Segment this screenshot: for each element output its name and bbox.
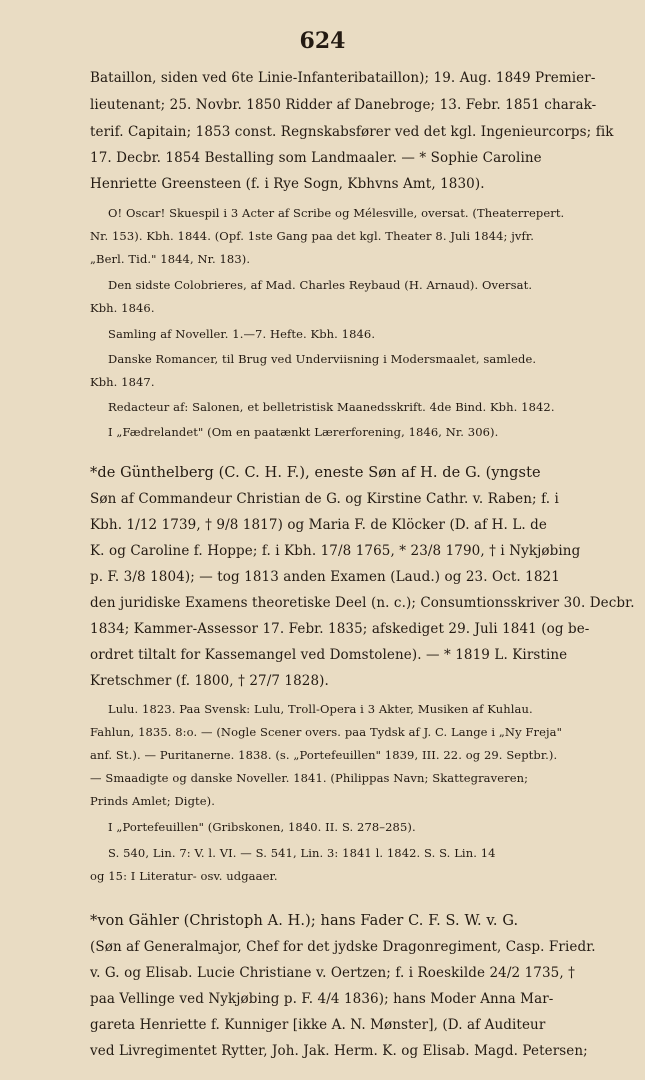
text-line: Henriette Greensteen (f. i Rye Sogn, Kbhvns Amt, 1830). — [90, 176, 485, 192]
text-line: ordret tiltalt for Kassemangel ved Domstolene). — * 1819 L. Kirstine — [90, 647, 568, 663]
text-line: Redacteur af: Salonen, et belletristisk Maanedsskrift. 4de Bind. Kbh. 1842. — [108, 400, 555, 414]
text-line: Nr. 153). Kbh. 1844. (Opf. 1ste Gang paa det kgl. Theater 8. Juli 1844; jvfr. — [90, 229, 534, 243]
text-line: Kbh. 1/12 1739, † 9/8 1817) og Maria F. de Klöcker (D. af H. L. de — [90, 517, 548, 533]
text-line: ved Livregimentet Rytter, Joh. Jak. Herm. K. og Elisab. Magd. Petersen; — [90, 1043, 588, 1059]
entry-heading: *de Günthelberg (C. C. H. F.), eneste Søn af H. de G. (yngste — [90, 465, 541, 481]
text-line: 17. Decbr. 1854 Bestalling som Landmaaler. — * Sophie Caroline — [90, 150, 542, 166]
entry-heading: *von Gähler (Christoph A. H.); hans Fader C. F. S. W. v. G. — [90, 913, 519, 929]
text-line: paa Vellinge ved Nykjøbing p. F. 4/4 1836); hans Moder Anna Mar- — [90, 991, 554, 1007]
text-line: „Berl. Tid." 1844, Nr. 183). — [90, 252, 251, 266]
text-line: terif. Capitain; 1853 const. Regnskabsfører ved det kgl. Ingenieurcorps; fik — [90, 124, 614, 140]
text-line: Prinds Amlet; Digte). — [90, 794, 216, 808]
text-line: Kretschmer (f. 1800, † 27/7 1828). — [90, 673, 329, 689]
text-line: (Søn af Generalmajor, Chef for det jydske Dragonregiment, Casp. Friedr. — [90, 939, 596, 955]
text-line: Samling af Noveller. 1.—7. Hefte. Kbh. 1846. — [108, 327, 376, 341]
text-line: Kbh. 1846. — [90, 301, 155, 315]
text-line: — Smaadigte og danske Noveller. 1841. (Philippas Navn; Skattegraveren; — [90, 771, 529, 785]
text-line: Fahlun, 1835. 8:o. — (Nogle Scener overs. paa Tydsk af J. C. Lange i „Ny Freja" — [90, 725, 563, 739]
page-number: 624 — [299, 28, 346, 54]
text-line: den juridiske Examens theoretiske Deel (n. c.); Consumtionsskriver 30. Decbr. — [90, 595, 635, 611]
text-line: Kbh. 1847. — [90, 375, 155, 389]
text-line: K. og Caroline f. Hoppe; f. i Kbh. 17/8 1765, * 23/8 1790, † i Nykjøbing — [90, 543, 581, 559]
text-line: Bataillon, siden ved 6te Linie-Infanteribataillon); 19. Aug. 1849 Premier- — [90, 70, 596, 86]
text-line: S. 540, Lin. 7: V. l. VI. — S. 541, Lin. 3: 1841 l. 1842. S. S. Lin. 14 — [108, 846, 496, 860]
text-line: O! Oscar! Skuespil i 3 Acter af Scribe og Mélesville, oversat. (Theaterrepert. — [108, 206, 565, 220]
text-line: I „Portefeuillen" (Gribskonen, 1840. II. S. 278–285). — [108, 820, 416, 834]
text-line: I „Fædrelandet" (Om en paatænkt Lærerforening, 1846, Nr. 306). — [108, 425, 499, 439]
text-line: anf. St.). — Puritanerne. 1838. (s. „Portefeuillen" 1839, III. 22. og 29. Septbr.). — [90, 748, 558, 762]
text-line: Danske Romancer, til Brug ved Underviisning i Modersmaalet, samlede. — [108, 352, 537, 366]
text-line: Den sidste Colobrieres, af Mad. Charles Reybaud (H. Arnaud). Oversat. — [108, 278, 533, 292]
text-line: Søn af Commandeur Christian de G. og Kirstine Cathr. v. Raben; f. i — [90, 491, 559, 507]
text-line: 1834; Kammer-Assessor 17. Febr. 1835; afskediget 29. Juli 1841 (og be- — [90, 621, 590, 637]
text-line: p. F. 3/8 1804); — tog 1813 anden Examen (Laud.) og 23. Oct. 1821 — [90, 569, 560, 585]
text-line: og 15: I Literatur- osv. udgaaer. — [90, 869, 278, 883]
text-line: gareta Henriette f. Kunniger [ikke A. N. Mønster], (D. af Auditeur — [90, 1017, 546, 1033]
text-line: lieutenant; 25. Novbr. 1850 Ridder af Danebroge; 13. Febr. 1851 charak- — [90, 97, 597, 113]
text-line: v. G. og Elisab. Lucie Christiane v. Oertzen; f. i Roeskilde 24/2 1735, † — [90, 965, 575, 981]
text-line: Lulu. 1823. Paa Svensk: Lulu, Troll-Opera i 3 Akter, Musiken af Kuhlau. — [108, 702, 533, 716]
